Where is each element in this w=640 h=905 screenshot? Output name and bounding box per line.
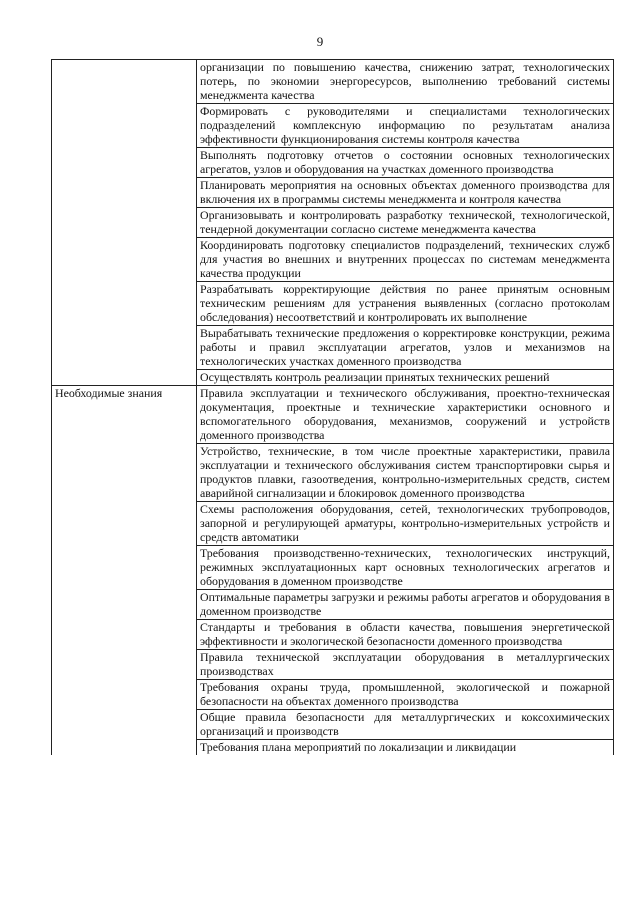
table-row [52,60,614,104]
list-item: Правила эксплуатации и технического обслуживания, проектно-техническая документация, проектные и технические характеристики основного и вспомогательного оборудования, механизмов, сооружений и устройств доменного производства [197,386,614,444]
list-item: организации по повышению качества, снижению затрат, технологических потерь, по экономии энергоресурсов, выполнению требований системы менеджмента качества [197,60,614,104]
competency-table [51,59,614,755]
list-item: Требования производственно-технических, технологических инструкций, режимных эксплуатационных карт основных технологических агрегатов и оборудования в доменном производстве [197,546,614,590]
list-item: Планировать мероприятия на основных объектах доменного производства для включения их в программы системы менеджмента и контроля качества [197,178,614,208]
page-number: 9 [316,34,324,49]
list-item: Осуществлять контроль реализации принятых технических решений [197,370,614,386]
list-item: Стандарты и требования в области качества, повышения энергетической эффективности и экологической безопасности доменного производства [197,620,614,650]
list-item: Формировать с руководителями и специалистами технологических подразделений комплексную информацию по результатам анализа эффективности функционирования системы контроля качества [197,104,614,148]
list-item: Разрабатывать корректирующие действия по ранее принятым основным техническим решениям для устранения выявленных (согласно протоколам обследования) несоответствий и контролировать их выполнение [197,282,614,326]
row-label-continued [52,60,197,386]
list-item: Вырабатывать технические предложения о корректировке конструкции, режима работы и правил эксплуатации агрегатов, узлов и механизмов на технологических участках доменного производства [197,326,614,370]
list-item: Требования охраны труда, промышленной, экологической и пожарной безопасности на объектах доменного производства [197,680,614,710]
list-item: Общие правила безопасности для металлургических и коксохимических организаций и производств [197,710,614,740]
row-label-required-knowledge: Необходимые знания [52,386,197,756]
list-item: Выполнять подготовку отчетов о состоянии основных технологических агрегатов, узлов и оборудования на участках доменного производства [197,148,614,178]
list-item: Организовывать и контролировать разработку технической, технологической, тендерной документации согласно системе менеджмента качества [197,208,614,238]
list-item: Правила технической эксплуатации оборудования в металлургических производствах [197,650,614,680]
list-item: Координировать подготовку специалистов подразделений, технических служб для участия во внешних и внутренних процессах по системам менеджмента качества продукции [197,238,614,282]
table-row [52,386,614,444]
list-item: Оптимальные параметры загрузки и режимы работы агрегатов и оборудования в доменном производстве [197,590,614,620]
list-item: Требования плана мероприятий по локализации и ликвидации [197,740,614,756]
list-item: Схемы расположения оборудования, сетей, технологических трубопроводов, запорной и регулирующей арматуры, контрольно-измерительных устройств и средств автоматики [197,502,614,546]
list-item: Устройство, технические, в том числе проектные характеристики, правила эксплуатации и технического обслуживания систем транспортировки сырья и продуктов плавки, газоотведения, контрольно-измерительных средств, систем аварийной сигнализации и блокировок доменного производства [197,444,614,502]
